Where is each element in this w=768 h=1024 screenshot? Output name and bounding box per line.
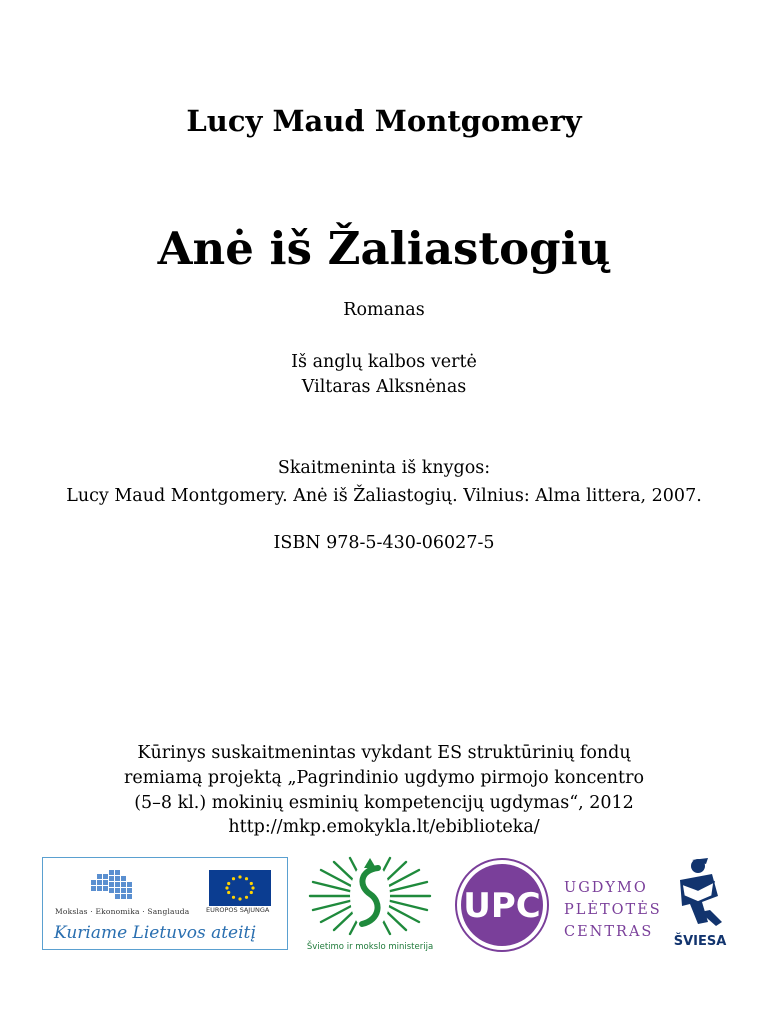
upc-word: UGDYMO [564,880,648,896]
eu-caption: EUROPOS SĄJUNGA [206,906,270,914]
project-note-line: (5–8 kl.) mokinių esminių kompetencijų ugdymas“, 2012 [134,793,634,813]
source-heading: Skaitmeninta iš knygos: [277,458,491,478]
genre: Romanas [343,300,425,320]
source-citation: Lucy Maud Montgomery. Anė iš Žaliastogių. Vilnius: Alma littera, 2007. [66,486,702,506]
project-note-line: Kūrinys suskaitmenintas vykdant ES struktūrinių fondų [137,743,631,763]
kuriame-lietuvos-logo [42,857,288,950]
project-note-line: remiamą projektą „Pagrindinio ugdymo pirmojo koncentro [124,768,644,788]
ministry-caption: Švietimo ir mokslo ministerija [306,942,434,952]
upc-word: CENTRAS [564,924,654,940]
translator-line: Iš anglų kalbos vertė [291,352,477,372]
ministry-logo [304,856,436,954]
kuriame-caption: Mokslas · Ekonomika · Sanglauda [55,907,190,916]
upc-mark: UPC [463,886,541,926]
ministry-emblem-icon [304,856,436,940]
sviesa-caption: ŠVIESA [673,934,727,949]
project-link[interactable]: http://mkp.emokykla.lt/ebiblioteka/ [228,817,540,837]
translator-name: Viltaras Alksnėnas [301,377,467,397]
author-name: Lucy Maud Montgomery [186,104,582,138]
reading-figure-icon [672,856,728,932]
upc-logo [454,857,664,953]
upc-word: PLĖTOTĖS [564,902,662,918]
kuriame-slogan: Kuriame Lietuvos ateitį [54,923,256,943]
lithuania-map-icon [89,868,179,908]
upc-words [564,877,662,943]
isbn: ISBN 978-5-430-06027-5 [273,533,495,553]
upc-circle-icon [454,857,554,953]
book-title: Anė iš Žaliastogių [157,222,611,275]
eu-flag-icon [209,870,271,906]
sviesa-logo [672,856,728,954]
